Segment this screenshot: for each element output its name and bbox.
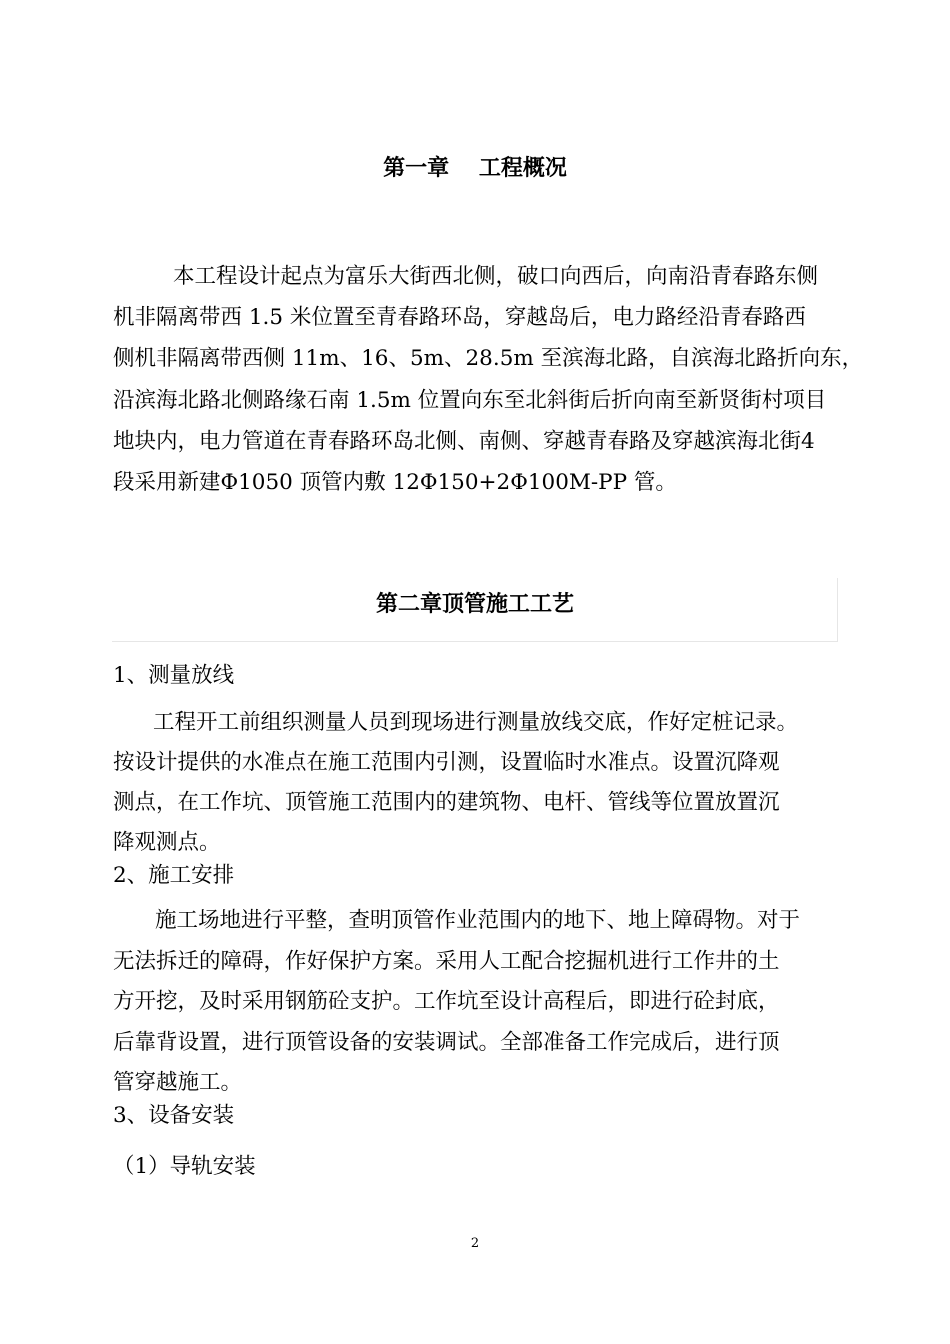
paragraph-line: 方开挖，及时采用钢筋砼支护。工作坑至设计高程后，即进行砼封底， [113, 989, 780, 1015]
paragraph-line: 施工场地进行平整，查明顶管作业范围内的地下、地上障碍物。对于 [155, 908, 801, 933]
paragraph-line: 侧机非隔离带西侧 11m、16、5m、28.5m 至滨海北路，自滨海北路折向东， [113, 346, 864, 372]
paragraph-line: 测点，在工作坑、顶管施工范围内的建筑物、电杆、管线等位置放置沉 [113, 790, 780, 815]
paragraph-line: 沿滨海北路北侧路缘石南 1.5m 位置向东至北斜街后折向南至新贤街村项目 [113, 387, 827, 413]
section-2-heading: 2、施工安排 [113, 863, 235, 888]
section-1-paragraph [113, 703, 853, 863]
paragraph-line: 段采用新建Φ1050 顶管内敷 12Φ150+2Φ100M-PP 管。 [113, 470, 677, 496]
paragraph-line: 后靠背设置，进行顶管设备的安装调试。全部准备工作完成后，进行顶 [113, 1029, 780, 1055]
section-1-heading: 1、测量放线 [113, 663, 235, 688]
chapter-1-title: 第一章 工程概况 [383, 156, 567, 181]
section-3-heading: 3、设备安装 [113, 1103, 235, 1128]
paragraph-line: 机非隔离带西 1.5 米位置至青春路环岛，穿越岛后，电力路经沿青春路西 [113, 305, 806, 331]
page-number: 2 [470, 1236, 480, 1251]
section-3-subheading: （1）导轨安装 [113, 1154, 256, 1179]
paragraph-line: 无法拆迁的障碍，作好保护方案。采用人工配合挖掘机进行工作井的土 [113, 948, 780, 974]
paragraph-line: 降观测点。 [113, 830, 221, 855]
paragraph-line: 工程开工前组织测量人员到现场进行测量放线交底，作好定桩记录。 [153, 710, 799, 735]
paragraph-line: 本工程设计起点为富乐大街西北侧，破口向西后，向南沿青春路东侧 [173, 264, 819, 289]
section-2-paragraph [113, 901, 853, 1104]
paragraph-line: 地块内，电力管道在青春路环岛北侧、南侧、穿越青春路及穿越滨海北街4 [113, 428, 815, 454]
chapter-2-title: 第二章顶管施工工艺 [375, 592, 574, 617]
chapter-1-paragraph [113, 256, 864, 503]
paragraph-line: 按设计提供的水准点在施工范围内引测，设置临时水准点。设置沉降观 [113, 750, 780, 775]
paragraph-line: 管穿越施工。 [113, 1070, 243, 1096]
